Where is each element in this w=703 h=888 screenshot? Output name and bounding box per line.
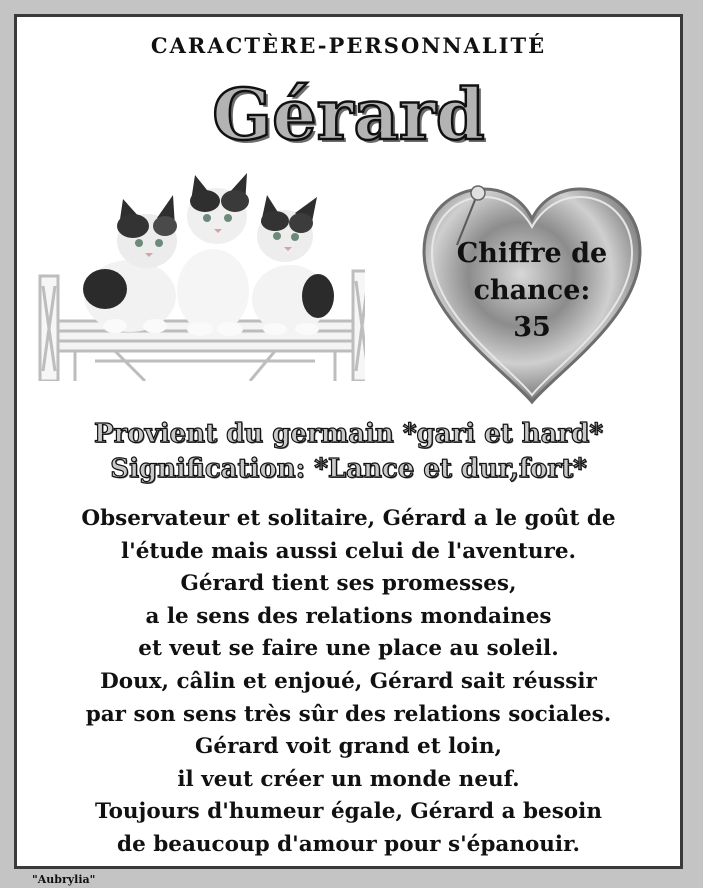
description-line: Doux, câlin et enjoué, Gérard sait réussir — [100, 668, 597, 694]
description-line: de beaucoup d'amour pour s'épanouir. — [117, 831, 580, 857]
meaning-line: Signification: *Lance et dur,fort* — [110, 454, 587, 484]
author-signature: "Aubrylia" — [32, 873, 96, 886]
personality-description — [17, 503, 680, 862]
name-card — [14, 14, 683, 869]
page-header: CARACTÈRE-PERSONNALITÉ — [150, 33, 547, 58]
origin-line: Provient du germain *gari et hard* — [94, 419, 603, 449]
description-line: a le sens des relations mondaines — [145, 603, 552, 629]
description-line: par son sens très sûr des relations sociales. — [85, 701, 612, 727]
kittens-on-bench-image — [35, 171, 365, 381]
description-line: Gérard tient ses promesses, — [180, 571, 517, 597]
description-line: Toujours d'humeur égale, Gérard a besoin — [95, 799, 602, 825]
first-name-title: Gérard — [212, 73, 485, 156]
lucky-label-line1: Chiffre de — [456, 238, 608, 269]
description-line: et veut se faire une place au soleil. — [138, 636, 559, 662]
description-line: Observateur et solitaire, Gérard a le goût de — [81, 506, 616, 531]
description-line: l'étude mais aussi celui de l'aventure. — [120, 538, 576, 564]
lucky-number-text — [412, 235, 652, 346]
description-line: Gérard voit grand et loin, — [195, 734, 502, 760]
lucky-number-heart — [412, 177, 652, 412]
lucky-number: 35 — [513, 312, 551, 343]
lucky-label-line2: chance: — [473, 275, 591, 306]
description-line: il veut créer un monde neuf. — [177, 766, 520, 792]
